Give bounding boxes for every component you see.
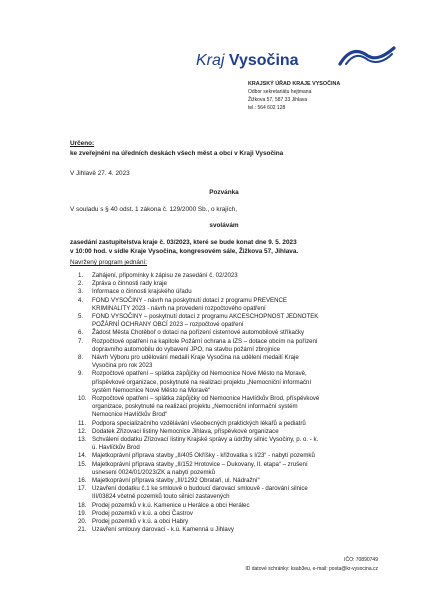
office-phone: tel.: 564 602 128	[248, 105, 286, 111]
program-item-text	[92, 329, 378, 337]
program-item-line: systém Nemocnice Nové Město na Moravě“	[92, 386, 211, 394]
session-line-2: v 10:00 hod. v sídle Kraje Vysočina, kongresovém sále, Žižkova 57, Jihlava.	[70, 248, 299, 255]
program-item-line: POŽÁRNÍ OCHRANY OBCÍ 2023 – rozpočtové opatření	[92, 321, 244, 329]
program-item-text	[92, 428, 378, 436]
logo-wordmark	[196, 52, 299, 70]
program-item	[78, 395, 378, 420]
program-item-line: Prodej pozemků v k.ú. a obci Habry	[92, 518, 189, 526]
program-item-line: Rozpočtové opatření na kapitole Požární ochrana a IZS – dotace obcím na pořízení	[92, 337, 318, 345]
program-item-text	[92, 510, 378, 518]
program-item-line: Dodatek Zřizovací listiny Nemocnice Jihlava, příspěvkové organizace	[92, 427, 279, 435]
program-item-number: 17.	[78, 485, 87, 493]
program-item-number: 6.	[78, 329, 84, 337]
program-item-line: Majetkoprávní příprava stavby „II/152 Hrotovice – Dukovany, II. etapa“ – zrušení	[92, 460, 308, 468]
program-item	[78, 485, 378, 501]
program-item-text	[92, 395, 378, 420]
program-item-line: ú. Havlíčkův Brod	[92, 444, 140, 452]
program-heading: Navržený program jednání:	[70, 259, 148, 266]
place-date: V Jihlavě 27. 4. 2023	[70, 170, 130, 177]
program-item-text	[92, 518, 378, 526]
program-item	[78, 502, 378, 510]
program-item-line: Majetkoprávní příprava stavby „III/1292 Obrataň, ul. Nádražní“	[92, 477, 260, 485]
program-item-line: usnesení 0024/01/2023/ZK a nabytí pozemků	[92, 468, 215, 476]
office-department: Odbor sekretariátu hejtmana	[248, 89, 312, 95]
program-item-text	[92, 420, 378, 428]
program-item	[78, 526, 378, 534]
program-item	[78, 288, 378, 296]
program-item	[78, 329, 378, 337]
program-item-line: FOND VYSOČINY - návrh na poskytnutí dotací z programu PREVENCE	[92, 296, 287, 304]
program-item-line: organizace, poskytnuté na realizaci projektu „Nemocniční informační systém	[92, 403, 298, 411]
program-item-text	[92, 297, 378, 313]
program-item-text	[92, 461, 378, 477]
program-item-number: 16.	[78, 477, 87, 485]
office-address: Žižkova 57, 587 33 Jihlava	[248, 97, 308, 103]
program-item-line: Majetkoprávní příprava stavby „II/405 Okříšky - křižovatka s I/23“ - nabytí pozemků	[92, 452, 315, 460]
program-item-number: 2.	[78, 280, 84, 288]
program-item-number: 19.	[78, 509, 87, 517]
program-item-number: 15.	[78, 460, 87, 468]
program-item-text	[92, 526, 378, 534]
program-item-number: 10.	[78, 395, 87, 403]
program-item	[78, 297, 378, 313]
program-item-line: Uzavření dodatku č.1 ke smlouvě o budoucí darovací smlouvě - darování silnice	[92, 485, 308, 493]
program-item-text	[92, 354, 378, 370]
program-item	[78, 436, 378, 452]
convene-word: svolávám	[209, 222, 239, 229]
program-item	[78, 370, 378, 395]
program-item-line: Rozpočtové opatření – splátka zápůjčky od Nemocnice Havlíčkův Brod, příspěvkové	[92, 395, 320, 403]
program-item	[78, 452, 378, 460]
program-item-number: 4.	[78, 296, 84, 304]
program-item-line: Podpora specializačního vzdělávání všeobecných praktických lékařů a pediatrů	[92, 419, 306, 427]
program-item-text	[92, 436, 378, 452]
program-list	[78, 272, 378, 535]
program-item-text	[92, 280, 378, 288]
program-item-number: 21.	[78, 526, 87, 534]
program-item-number: 18.	[78, 501, 87, 509]
program-item-line: Informace o činnosti krajského úřadu	[92, 288, 192, 296]
program-item-number: 5.	[78, 313, 84, 321]
program-item-number: 9.	[78, 370, 84, 378]
kraj-vysocina-logo	[196, 46, 396, 78]
program-item-line: Prodej pozemků v k.ú. Kamenice u Herálce a obci Herálec	[92, 501, 250, 509]
program-item-text	[92, 338, 378, 354]
program-item-line: Schválení dodatku Zřizovací listiny Krajské správy a údržby silnic Vysočiny, p. o. - k.	[92, 436, 319, 444]
program-item-number: 11.	[78, 419, 87, 427]
program-item-line: Návrh Výboru pro udělování medailí Kraje Vysočina na udělení medailí Kraje	[92, 354, 299, 362]
office-header	[248, 80, 340, 112]
program-item-number: 3.	[78, 288, 84, 296]
office-name: KRAJSKÝ ÚŘAD KRAJE VYSOČINA	[248, 81, 341, 87]
program-item-number: 20.	[78, 518, 87, 526]
program-item	[78, 280, 378, 288]
logo-wave-icon	[338, 46, 396, 66]
program-item-number: 7.	[78, 337, 84, 345]
program-item-line: Prodej pozemků v k.ú. a obci Častrov	[92, 509, 193, 517]
program-item-number: 14.	[78, 452, 87, 460]
program-item-number: 12.	[78, 427, 87, 435]
logo-word-vysocina: Vysočina	[228, 52, 299, 69]
program-item-number: 8.	[78, 354, 84, 362]
program-item	[78, 461, 378, 477]
program-item-line: FOND VYSOČINY – poskytnutí dotací z programu AKCESCHOPNOST JEDNOTEK	[92, 313, 319, 321]
program-item	[78, 477, 378, 485]
footer-ico: IČO: 70890749	[344, 557, 378, 563]
program-item-text	[92, 485, 378, 501]
program-item-line: Vysočina pro rok 2023	[92, 362, 153, 370]
program-item-line: KRIMINALITY 2023 - návrh na provedení rozpočtového opatření	[92, 304, 266, 312]
program-item-text	[92, 370, 378, 395]
program-item	[78, 420, 378, 428]
program-item-line: Uzavření smlouvy darovací - k.ú. Kamenná u Jihlavy	[92, 526, 234, 534]
program-item-text	[92, 288, 378, 296]
program-item-text	[92, 272, 378, 280]
logo-word-kraj: Kraj	[196, 52, 225, 69]
program-item-line: Zpráva o činnosti rady kraje	[92, 280, 167, 288]
program-item-line: dopravního automobilu do vybavení JPO, na stavbu požární zbrojnice	[92, 345, 281, 353]
session-line-1: zasedání zastupitelstva kraje č. 03/2023, které se bude konat dne 9. 5. 2023	[70, 239, 297, 246]
program-item-number: 1.	[78, 272, 84, 279]
program-item-text	[92, 313, 378, 329]
program-item-line: Rozpočtové opatření – splátka zápůjčky od Nemocnice Nové Město na Moravě,	[92, 370, 307, 378]
program-item-text	[92, 452, 378, 460]
program-item	[78, 313, 378, 329]
program-item	[78, 354, 378, 370]
program-item	[78, 518, 378, 526]
program-item-line: Zahájení, připomínky k zápisu ze zasedání č. 02/2023	[92, 272, 238, 279]
page-title: Pozvánka	[209, 189, 239, 196]
footer-contact: ID datové schránky: ksab3eu, e-mail: posta@kr-vysocina.cz	[245, 566, 378, 572]
program-item	[78, 338, 378, 354]
program-item	[78, 510, 378, 518]
program-item	[78, 272, 378, 280]
program-item-line: Žádost Města Chotěboř o dotaci na pořízení cisternové automobilové stříkačky	[92, 329, 305, 337]
program-item-text	[92, 502, 378, 510]
determination-text: ke zveřejnění na úředních deskách všech měst a obcí v Kraji Vysočina	[70, 150, 284, 157]
program-item-line: Nemocnice Havlíčkův Brod“	[92, 411, 168, 419]
session-info	[70, 238, 378, 256]
program-item-text	[92, 477, 378, 485]
legal-basis: V souladu s § 40 odst. 1 zákona č. 129/2000 Sb., o krajích,	[70, 206, 237, 213]
program-item	[78, 428, 378, 436]
program-item-number: 13.	[78, 436, 87, 444]
program-item-line: příspěvkové organizace, poskytnuté na realizaci projektu „Nemocniční informační	[92, 378, 312, 386]
determination-label: Určeno:	[70, 140, 95, 147]
program-item-line: III/03824 včetně pozemků touto silnicí zastavených	[92, 493, 230, 501]
